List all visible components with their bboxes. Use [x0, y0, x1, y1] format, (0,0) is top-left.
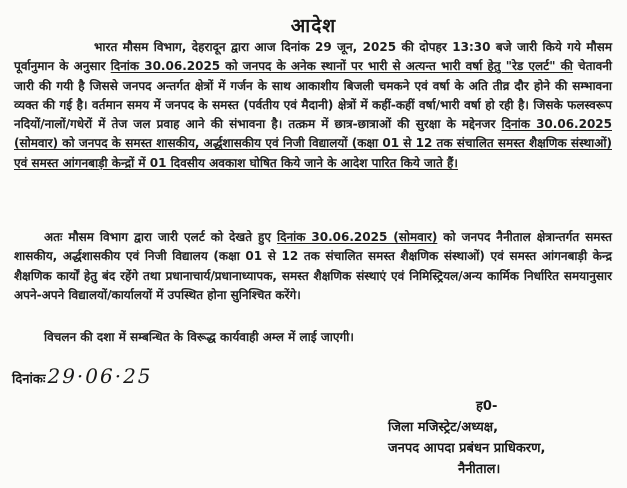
date-label: दिनांकः	[12, 372, 46, 387]
handwritten-date: 29·06·25	[47, 364, 153, 388]
signature-block	[388, 396, 618, 480]
para2-text-1: अतः मौसम विभाग द्वारा जारी एलर्ट को देखते हुए	[44, 230, 277, 244]
para2-text-2: को जनपद नैनीताल क्षेत्रान्तर्गत समस्त शासकीय, अर्द्धशासकीय एवं निजी विद्यालय (कक्षा 01 से 12 तक संचालित समस्त शैक्षणिक संस्थाओं) एवं समस्त आंगनबाड़ी केन्द्र शैक्षणिक कार्यों हेतु बंद रहेंगे तथा प्रधानाचार्य/प्रधानाध्यापक, समस्त शैक्षणिक संस्थाएं एवं निमिस्ट्रियल/अन्य कार्मिक निर्धारित समयानुसार अपने-अपने विद्यालयों/कार्यालयों में उपस्थित होना सुनिश्चित करेंगे।	[14, 230, 612, 302]
para2-underlined-date: दिनांक 30.06.2025 (सोमवार)	[276, 230, 438, 244]
signature-mark: ह0-	[476, 399, 498, 414]
paragraph-weather-alert	[14, 38, 612, 173]
para1-text-2: चेतावनी जारी की गयी है जिससे जनपद अन्तर्गत क्षेत्रों में गर्जन के साथ आकाशीय बिजली चमकने एवं वर्षा के अति तीव्र दौर होने की सम्भावना व्यक्त की गई है। वर्तमान समय में जनपद के समस्त (पर्वतीय एवं मैदानी) क्षेत्रों में कहीं-कहीं वर्षा/भारी वर्षा हो रही है। जिसके फलस्वरूप नदियों/नालों/गधेरों में तेज जल प्रवाह आने की संभावना है। तत्क्रम में छात्र-छात्राओं की सुरक्षा के मद्देनजर	[14, 59, 613, 132]
document-title: आदेश	[290, 15, 337, 37]
para1-text-1: भारत मौसम विभाग, देहरादून द्वारा आज दिनांक 29 जून, 2025 की दोपहर 13:30 बजे जारी किये गये मौसम पूर्वानुमान के अनुसार	[14, 40, 612, 74]
issue-date	[12, 364, 153, 388]
signatory-authority: जनपद आपदा प्रबंधन प्राधिकरण,	[388, 441, 546, 456]
para1-underlined-1: दिनांक 30.06.2025 को जनपद के अनेक स्थानों पर भारी से अत्यन्त भारी वर्षा हेतु "रेड एलर्ट" की	[110, 59, 573, 74]
paragraph-deviation-warning: विचलन की दशा में सम्बन्धित के विरूद्ध कार्यवाही अम्ल में लाई जाएगी।	[44, 330, 354, 344]
paragraph-closure-order	[14, 228, 612, 305]
signatory-location: नैनीताल।	[458, 462, 501, 477]
para1-underlined-2: दिनांक 30.06.2025 (सोमवार) को जनपद के समस्त शासकीय, अर्द्धशासकीय एवं निजी विद्यालयों (कक्षा 01 से 12 तक संचालित समस्त शैक्षणिक संस्थाओं) एवं समस्त आंगनबाड़ी केन्द्रों में 01 दिवसीय अवकाश घोषित किये जाने के आदेश पारित किये जाते हैं।	[14, 117, 612, 170]
signatory-designation: जिला मजिस्ट्रेट/अध्यक्ष,	[388, 420, 499, 435]
